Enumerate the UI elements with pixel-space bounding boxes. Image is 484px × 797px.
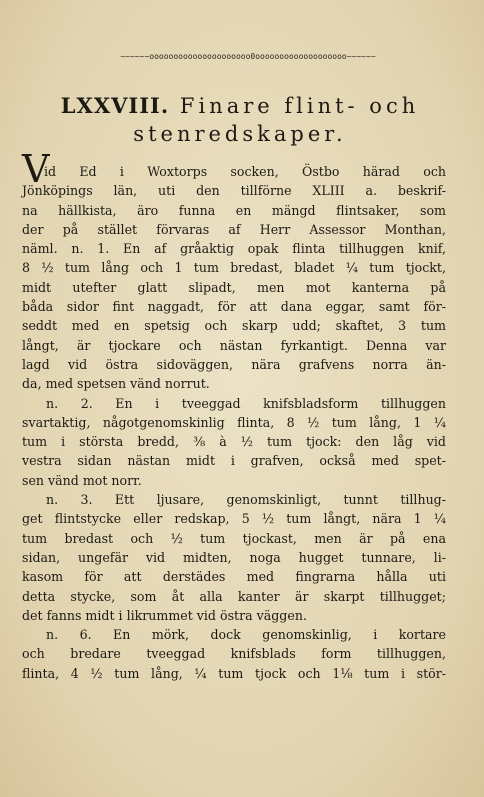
section-heading <box>30 92 450 148</box>
ornamental-rule <box>28 54 468 68</box>
text-line: der på stället förvaras af Herr Assessor Monthan, <box>22 221 446 237</box>
body-text <box>22 147 446 683</box>
text-line: Jönköpings län, uti den tillförne XLIII a. beskrif- <box>22 183 446 199</box>
text-line: sidan, ungefär vid midten, noga hugget tunnare, li- <box>22 549 446 565</box>
text-line: n. 2. En i tveeggad knifsbladsform tillhuggen <box>46 395 446 411</box>
text-line: get flintstycke eller redskap, 5 ½ tum långt, nära 1 ¼ <box>22 511 446 527</box>
text-line: seddt med en spetsig och skarp udd; skaftet, 3 tum <box>22 318 446 334</box>
section-number: LXXVIII. <box>60 93 170 118</box>
text-line: sen vänd mot norr. <box>22 472 142 488</box>
text-line: och bredare tveeggad knifsblads form tillhuggen, <box>22 646 446 662</box>
text-line: kasom för att derstädes med fingrarna hålla uti <box>22 569 446 585</box>
text-line: n. 6. En mörk, dock genomskinlig, i kortare <box>46 627 446 643</box>
text-line: vestra sidan nästan midt i grafven, också med spet- <box>22 453 446 469</box>
text-line: 8 ½ tum lång och 1 tum bredast, bladet ¼ tum tjockt, <box>22 260 446 276</box>
text-line: båda sidor fint naggadt, för att dana eggar, samt för- <box>22 299 446 315</box>
text-line: det fanns midt i likrummet vid östra väggen. <box>22 607 307 623</box>
text-line: långt, är tjockare och nästan fyrkantigt. Denna var <box>22 337 446 353</box>
heading-line-2: stenredskaper. <box>133 122 347 146</box>
heading-line-1: Finare flint- och <box>179 94 420 118</box>
text-line: tum bredast och ½ tum tjockast, men är på ena <box>22 530 446 546</box>
text-line-content: id Ed i Woxtorps socken, Östbo härad och <box>44 164 446 179</box>
text-line: midt utefter glatt slipadt, men mot kanterna på <box>22 279 446 295</box>
text-line: n. 3. Ett ljusare, genomskinligt, tunnt tillhug- <box>46 492 446 508</box>
ornament-border: ~~~~~~ooooooooooooooooooooo0ooooooooooooooooooo~~~~~~ <box>120 52 376 61</box>
text-line: na hällkista, äro funna en mängd flintsaker, som <box>22 202 446 218</box>
text-line: flinta, 4 ½ tum lång, ¼ tum tjock och 1⅛ tum i stör- <box>22 665 446 681</box>
text-line: detta stycke, som åt alla kanter är skarpt tillhugget; <box>22 588 446 604</box>
drop-cap: V <box>22 147 50 191</box>
text-line: lagd vid östra sidoväggen, nära grafvens norra än- <box>22 356 446 372</box>
text-line: da, med spetsen vänd norrut. <box>22 376 210 392</box>
text-line: svartaktig, någotgenomskinlig flinta, 8 ½ tum lång, 1 ¼ <box>22 414 446 430</box>
text-line: tum i största bredd, ⅜ à ½ tum tjock: den låg vid <box>22 434 446 450</box>
text-line: näml. n. 1. En af gråaktig opak flinta tillhuggen knif, <box>22 241 446 257</box>
